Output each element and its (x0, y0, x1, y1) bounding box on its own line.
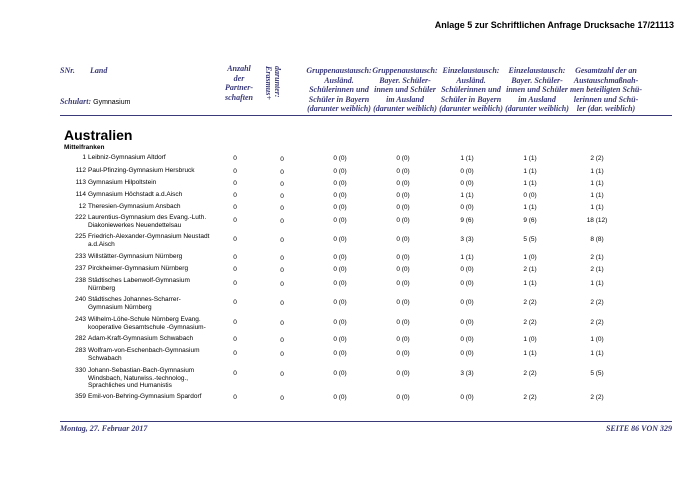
school-name (70, 167, 218, 175)
cell-eb: 1 (0) (523, 254, 537, 261)
school-name (70, 233, 218, 248)
cell-gb: 0 (0) (396, 299, 410, 306)
school-name-line: kooperative Gesamtschule -Gymnasium- (88, 323, 206, 331)
cell-p: 0 (233, 299, 237, 306)
header-line: Gruppenaustausch: (372, 66, 438, 75)
cell-t: 18 (12) (586, 217, 608, 224)
school-number: 114 (75, 191, 86, 198)
cell-ea: 0 (0) (460, 180, 474, 187)
cell-ga: 0 (0) (333, 370, 347, 377)
cell-ga: 0 (0) (333, 299, 347, 306)
cell-ea: 0 (0) (460, 336, 474, 343)
cell-gb: 0 (0) (396, 236, 410, 243)
cell-gb: 0 (0) (396, 319, 410, 326)
school-name-line: Diakoniewerkes Neuendettelsau (88, 221, 182, 229)
header-line: ler (dar. weiblich) (576, 104, 636, 113)
cell-e: 0 (280, 267, 284, 274)
cell-gb: 0 (0) (396, 155, 410, 162)
school-number: 237 (75, 265, 86, 272)
cell-e: 0 (280, 300, 284, 307)
cell-ea: 0 (0) (460, 350, 474, 357)
header-line: (darunter weiblich) (439, 104, 503, 113)
cell-eb: 1 (1) (523, 168, 537, 175)
cell-ga: 0 (0) (333, 350, 347, 357)
school-name-line: Theresien-Gymnasium Ansbach (88, 203, 181, 210)
cell-t: 2 (2) (590, 394, 604, 401)
cell-eb: 1 (1) (523, 155, 537, 162)
cell-t: 1 (1) (590, 180, 604, 187)
cell-ea: 0 (0) (460, 204, 474, 211)
header-line: Partner- (225, 83, 253, 92)
cell-ea: 0 (0) (460, 299, 474, 306)
school-number: 282 (75, 335, 86, 342)
cell-e: 0 (280, 193, 284, 200)
cell-t: 2 (2) (590, 319, 604, 326)
header-single-bavarian (504, 66, 570, 114)
cell-eb: 0 (0) (523, 192, 537, 199)
cell-eb: 9 (6) (523, 217, 537, 224)
school-name-line: Leibniz-Gymnasium Altdorf (88, 154, 166, 161)
school-name (70, 367, 218, 390)
school-number: 113 (75, 179, 86, 186)
school-name-line: Sprachliches und Humanistis (88, 382, 172, 389)
cell-e: 0 (280, 156, 284, 163)
school-name (70, 393, 218, 401)
footer-page-number: SEITE 86 VON 329 (605, 424, 672, 433)
cell-t: 1 (1) (590, 350, 604, 357)
school-name-line: Adam-Kraft-Gymnasium Schwabach (88, 335, 194, 342)
school-name-line: Paul-Pfinzing-Gymnasium Hersbruck (88, 167, 195, 174)
header-group-bavarian (372, 66, 438, 114)
region-heading: Mittelfranken (64, 144, 105, 151)
cell-p: 0 (233, 217, 237, 224)
cell-ga: 0 (0) (333, 280, 347, 287)
school-name (70, 214, 218, 229)
cell-ga: 0 (0) (333, 217, 347, 224)
school-name (70, 179, 218, 187)
cell-t: 1 (1) (590, 192, 604, 199)
cell-t: 1 (1) (590, 168, 604, 175)
cell-ea: 1 (1) (460, 155, 474, 162)
school-number: 12 (78, 203, 86, 210)
header-line: Ausländ. (324, 75, 354, 85)
cell-t: 8 (8) (590, 236, 604, 243)
header-line: im Ausland (386, 94, 424, 104)
cell-ga: 0 (0) (333, 266, 347, 273)
footer-rule (60, 421, 672, 422)
header-line: darunter: (273, 66, 282, 98)
header-line: Erasmus+ (264, 66, 273, 100)
cell-eb: 1 (1) (523, 204, 537, 211)
cell-e: 0 (280, 237, 284, 244)
school-number: 1 (82, 154, 86, 161)
cell-ga: 0 (0) (333, 394, 347, 401)
school-number: 283 (75, 347, 86, 354)
school-name-line: Schwabach (88, 354, 122, 362)
header-line: innen und Schüler (506, 85, 568, 94)
school-number: 222 (75, 214, 86, 221)
cell-e: 0 (280, 320, 284, 327)
cell-eb: 2 (2) (523, 299, 537, 306)
cell-t: 2 (2) (590, 155, 604, 162)
cell-p: 0 (233, 192, 237, 199)
school-name (70, 253, 218, 261)
school-name (70, 203, 218, 211)
header-line: Schüler in Bayern (440, 94, 502, 104)
school-number: 330 (75, 367, 86, 374)
header-line: men beteiligten Schü- (570, 85, 642, 94)
school-name-line: Städtisches Johannes-Scharrer- (88, 296, 181, 303)
school-name-line: Gymnasium Nürnberg (88, 303, 152, 311)
header-line: Anzahl (227, 64, 251, 73)
cell-p: 0 (233, 204, 237, 211)
school-number: 225 (75, 233, 86, 240)
cell-ea: 0 (0) (460, 319, 474, 326)
cell-t: 5 (5) (590, 370, 604, 377)
cell-ga: 0 (0) (333, 319, 347, 326)
cell-e: 0 (280, 205, 284, 212)
school-number: 243 (75, 316, 86, 323)
cell-e: 0 (280, 395, 284, 402)
school-number: 240 (75, 296, 86, 303)
cell-eb: 1 (1) (523, 180, 537, 187)
cell-gb: 0 (0) (396, 336, 410, 343)
cell-gb: 0 (0) (396, 280, 410, 287)
school-name-line: Nürnberg (88, 284, 116, 292)
header-line: Bayer. Schüler- (511, 75, 563, 85)
footer-date: Montag, 27. Februar 2017 (60, 424, 148, 433)
cell-gb: 0 (0) (396, 192, 410, 199)
cell-e: 0 (280, 371, 284, 378)
school-number: 359 (75, 393, 86, 400)
cell-t: 2 (1) (590, 254, 604, 261)
cell-eb: 1 (1) (523, 350, 537, 357)
cell-ga: 0 (0) (333, 236, 347, 243)
header-line: Bayer. Schüler- (379, 75, 431, 85)
cell-e: 0 (280, 255, 284, 262)
header-line: Einzelaustausch: (442, 66, 500, 75)
cell-p: 0 (233, 319, 237, 326)
header-line: im Ausland (518, 94, 556, 104)
cell-p: 0 (233, 280, 237, 287)
cell-e: 0 (280, 169, 284, 176)
header-line: (darunter weiblich) (505, 104, 569, 113)
school-name (70, 335, 218, 343)
school-name-line: Laurentius-Gymnasium des Evang.-Luth. (88, 214, 207, 221)
cell-p: 0 (233, 254, 237, 261)
header-line: lerinnen und Schü- (573, 94, 639, 104)
school-number: 112 (75, 167, 86, 174)
cell-ea: 0 (0) (460, 394, 474, 401)
header-line: Schüler in Bayern (308, 94, 370, 104)
cell-eb: 2 (2) (523, 394, 537, 401)
cell-e: 0 (280, 351, 284, 358)
cell-ea: 3 (3) (460, 236, 474, 243)
header-land: Land (90, 66, 108, 75)
cell-ga: 0 (0) (333, 204, 347, 211)
school-name (70, 347, 218, 362)
cell-eb: 2 (2) (523, 370, 537, 377)
header-line: Gesamtzahl der an (575, 66, 637, 75)
cell-t: 1 (1) (590, 204, 604, 211)
cell-p: 0 (233, 336, 237, 343)
header-line: Einzelaustausch: (508, 66, 566, 75)
cell-t: 2 (1) (590, 266, 604, 273)
school-name-line: Windsbach, Naturwiss.-technolog., (88, 374, 189, 382)
header-line: (darunter weiblich) (307, 104, 371, 113)
cell-p: 0 (233, 236, 237, 243)
cell-p: 0 (233, 350, 237, 357)
cell-eb: 2 (1) (523, 266, 537, 273)
cell-ga: 0 (0) (333, 180, 347, 187)
cell-t: 2 (2) (590, 299, 604, 306)
school-name-line: Gymnasium Hilpoltstein (88, 179, 157, 186)
cell-gb: 0 (0) (396, 350, 410, 357)
school-name-line: Johann-Sebastian-Bach-Gymnasium (88, 367, 195, 374)
school-name-line: Pirckheimer-Gymnasium Nürnberg (88, 265, 189, 272)
cell-e: 0 (280, 218, 284, 225)
school-name (70, 316, 218, 331)
cell-e: 0 (280, 337, 284, 344)
school-name (70, 154, 218, 162)
cell-e: 0 (280, 281, 284, 288)
school-name (70, 296, 218, 311)
header-single-foreign (438, 66, 504, 114)
school-name-line: a.d.Aisch (88, 240, 115, 248)
cell-gb: 0 (0) (396, 204, 410, 211)
cell-p: 0 (233, 168, 237, 175)
header-total (570, 66, 642, 114)
school-name-line: Gymnasium Höchstadt a.d.Aisch (88, 191, 183, 198)
cell-t: 1 (0) (590, 336, 604, 343)
header-snr: SNr. (60, 66, 75, 75)
header-line: Gruppenaustausch: (306, 66, 372, 75)
cell-gb: 0 (0) (396, 217, 410, 224)
cell-ga: 0 (0) (333, 192, 347, 199)
cell-t: 1 (1) (590, 280, 604, 287)
cell-gb: 0 (0) (396, 266, 410, 273)
cell-ga: 0 (0) (333, 168, 347, 175)
school-name-line: Friedrich-Alexander-Gymnasium Neustadt (88, 233, 210, 240)
cell-gb: 0 (0) (396, 394, 410, 401)
school-name (70, 191, 218, 199)
header-school-type (60, 97, 130, 106)
school-number: 238 (75, 277, 86, 284)
header-line: innen und Schüler (374, 85, 436, 94)
header-line: Austauschmaßnah- (573, 75, 639, 85)
header-line: der (233, 73, 245, 83)
header-line: Schülerinnen und (309, 85, 369, 94)
school-number: 233 (75, 253, 86, 260)
cell-gb: 0 (0) (396, 254, 410, 261)
cell-gb: 0 (0) (396, 370, 410, 377)
cell-p: 0 (233, 394, 237, 401)
header-group-foreign (306, 66, 372, 114)
header-partnerships (218, 64, 260, 102)
header-rule (60, 115, 672, 116)
header-line: schaften (225, 92, 253, 102)
cell-ga: 0 (0) (333, 336, 347, 343)
header-erasmus (264, 66, 288, 110)
school-type-value: Gymnasium (93, 99, 131, 106)
school-name-line: Willstätter-Gymnasium Nürnberg (88, 253, 183, 260)
school-name-line: Städtisches Labenwolf-Gymnasium (88, 277, 190, 284)
header-line: (darunter weiblich) (373, 104, 437, 113)
document-title: Anlage 5 zur Schriftlichen Anfrage Drucksache 17/21113 (434, 20, 674, 30)
country-heading: Australien (64, 127, 133, 143)
cell-ea: 1 (1) (460, 192, 474, 199)
cell-eb: 1 (1) (523, 280, 537, 287)
cell-gb: 0 (0) (396, 180, 410, 187)
school-name (70, 277, 218, 292)
school-name-line: Emil-von-Behring-Gymnasium Spardorf (88, 393, 202, 400)
cell-ea: 9 (6) (460, 217, 474, 224)
cell-eb: 2 (2) (523, 319, 537, 326)
cell-ga: 0 (0) (333, 254, 347, 261)
cell-ea: 1 (1) (460, 254, 474, 261)
cell-p: 0 (233, 155, 237, 162)
school-name-line: Wilhelm-Löhe-Schule Nürnberg Evang. (88, 316, 201, 323)
cell-eb: 5 (5) (523, 236, 537, 243)
school-name-line: Wolfram-von-Eschenbach-Gymnasium (88, 347, 200, 354)
school-type-label: Schulart: (60, 97, 92, 106)
cell-ea: 0 (0) (460, 168, 474, 175)
cell-e: 0 (280, 181, 284, 188)
cell-p: 0 (233, 180, 237, 187)
cell-p: 0 (233, 266, 237, 273)
school-name (70, 265, 218, 273)
cell-ea: 0 (0) (460, 280, 474, 287)
cell-ga: 0 (0) (333, 155, 347, 162)
header-line: Ausländ. (456, 75, 486, 85)
cell-eb: 1 (0) (523, 336, 537, 343)
header-line: Schülerinnen und (441, 85, 501, 94)
cell-ea: 0 (0) (460, 266, 474, 273)
cell-gb: 0 (0) (396, 168, 410, 175)
cell-p: 0 (233, 370, 237, 377)
cell-ea: 3 (3) (460, 370, 474, 377)
